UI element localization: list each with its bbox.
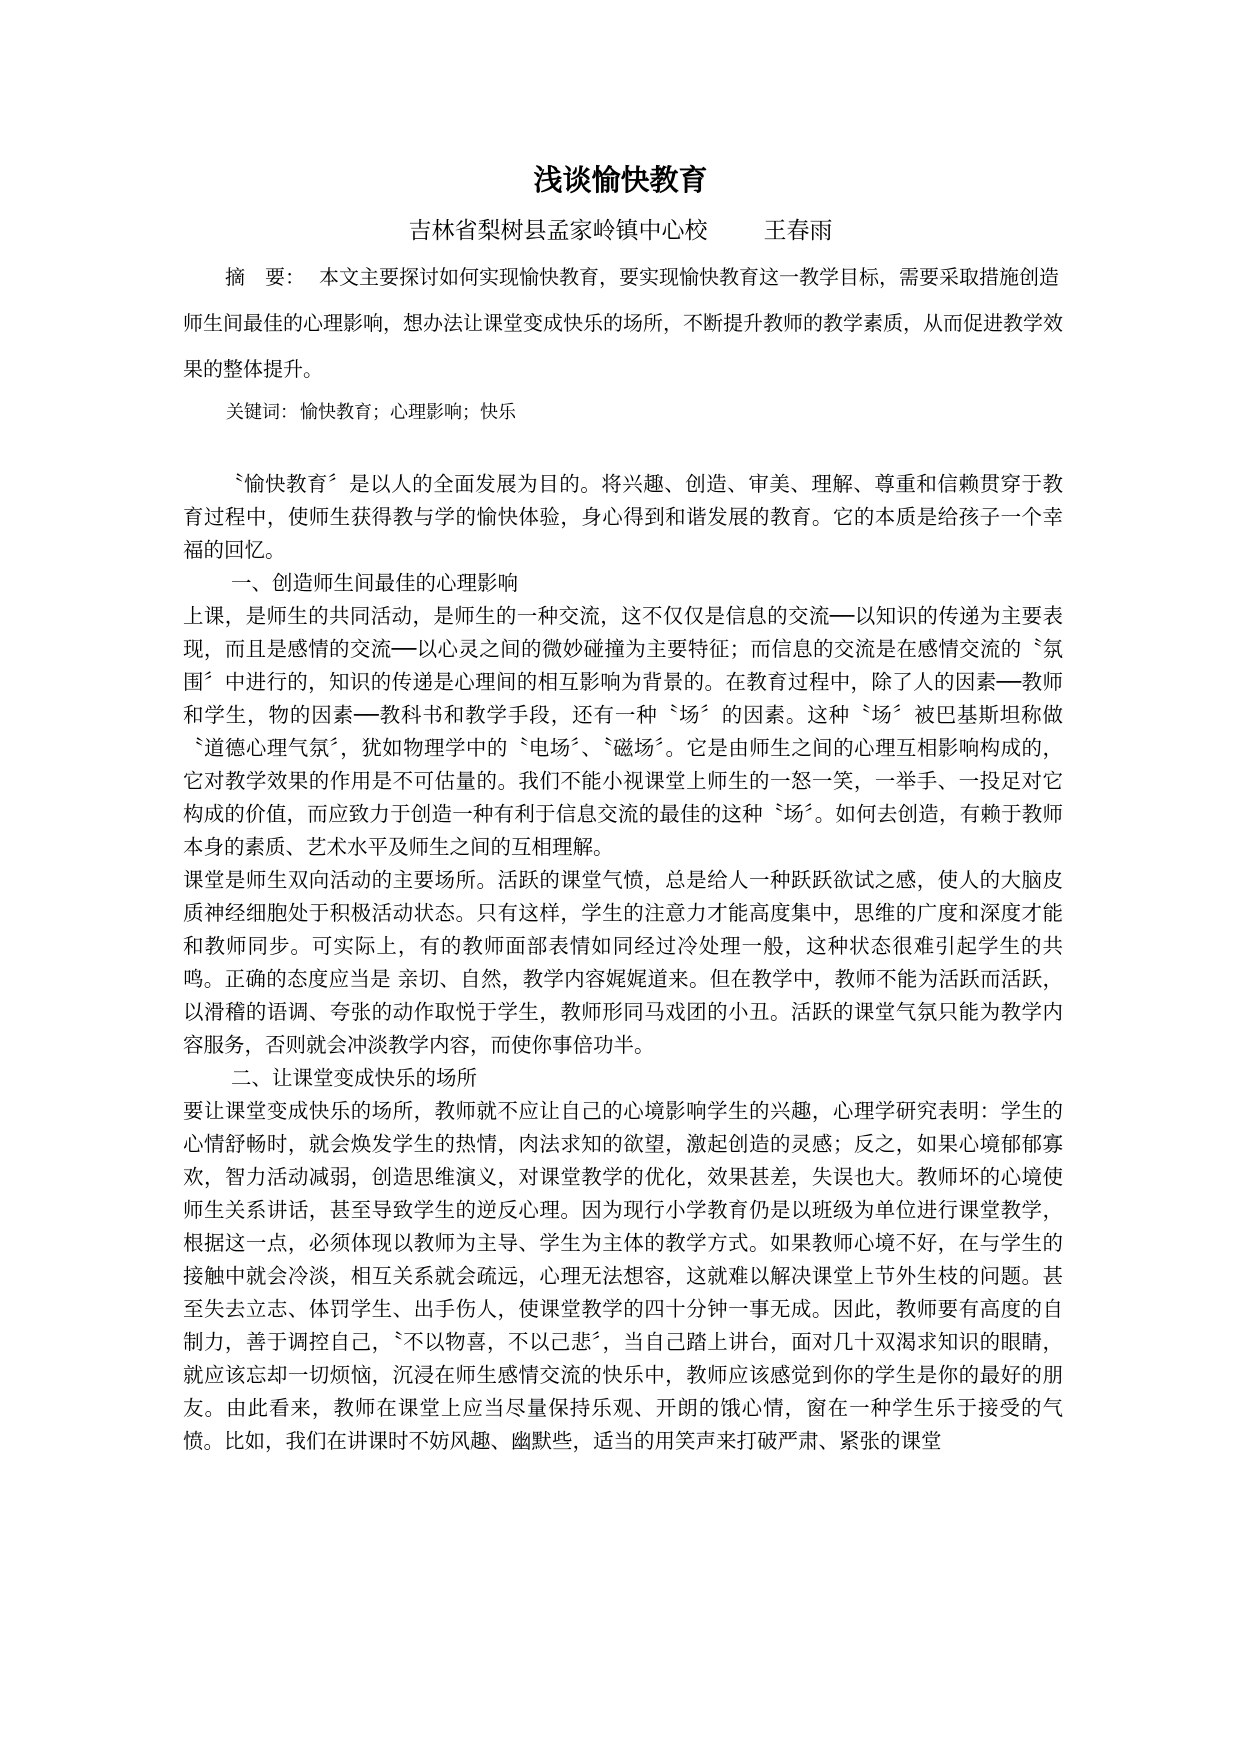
body-paragraph: 要让课堂变成快乐的场所，教师就不应让自己的心境影响学生的兴趣，心理学研究表明：学生的心情舒畅时，就会焕发学生的热情，肉法求知的欲望，激起创造的灵感；反之，如果心境郁郁寡欢，智力活动减弱，创造思维演义，对课堂教学的优化，效果甚差，失误也大。教师坏的心境使师生关系讲话，甚至导致学生的逆反心理。因为现行小学教育仍是以班级为单位进行课堂教学，根据这一点，必须体现以教师为主导、学生为主体的教学方式。如果教师心境不好，在与学生的接触中就会冷淡，相互关系就会疏远，心理无法想容，这就难以解决课堂上节外生枝的问题。甚至失去立志、体罚学生、出手伤人，使课堂教学的四十分钟一事无成。因此，教师要有高度的自制力，善于调控自己，〝不以物喜，不以己悲〞，当自己踏上讲台，面对几十双渴求知识的眼睛，就应该忘却一切烦恼，沉浸在师生感情交流的快乐中，教师应该感觉到你的学生是你的最好的朋友。由此看来，教师在课堂上应当尽量保持乐观、开朗的饿心情，窗在一种学生乐于接受的气愤。比如，我们在讲课时不妨风趣、幽默些，适当的用笑声来打破严肃、紧张的课堂: [183, 1099, 1063, 1453]
document-title: 浅谈愉快教育: [533, 163, 708, 197]
section-heading-1: 一、创造师生间最佳的心理影响: [231, 571, 518, 595]
abstract-paragraph: [183, 254, 1063, 392]
article-body: [183, 468, 1063, 1458]
keywords: [226, 398, 516, 428]
body-paragraph: 上课，是师生的共同活动，是师生的一种交流，这不仅仅是信息的交流──以知识的传递为主要表现，而且是感情的交流──以心灵之间的微妙碰撞为主要特征；而信息的交流是在感情交流的〝氛围〞中进行的，知识的传递是心理间的相互影响为背景的。在教育过程中，除了人的因素──教师和学生，物的因素──教科书和教学手段，还有一种〝场〞的因素。这种〝场〞被巴基斯坦称做〝道德心理气氛〞，犹如物理学中的〝电场〞、〝磁场〞。它是由师生之间的心理互相影响构成的，它对教学效果的作用是不可估量的。我们不能小视课堂上师生的一怒一笑，一举手、一投足对它构成的价值，而应致力于创造一种有利于信息交流的最佳的这种〝场〞。如何去创造，有赖于教师本身的素质、艺术水平及师生之间的互相理解。: [183, 604, 1063, 859]
author-byline: [0, 213, 1241, 249]
keywords-label: 关键词：: [226, 402, 298, 423]
author-name: 王春雨: [763, 218, 833, 244]
abstract-text: 本文主要探讨如何实现愉快教育，要实现愉快教育这一教学目标，需要采取措施创造师生间最佳的心理影响，想办法让课堂变成快乐的场所，不断提升教师的教学素质，从而促进教学效果的整体提升。: [183, 265, 1063, 381]
abstract: [183, 254, 1063, 392]
abstract-label: 摘 要：: [225, 265, 305, 289]
section-heading-2: 二、让课堂变成快乐的场所: [231, 1066, 477, 1090]
author-school: 吉林省梨树县孟家岭镇中心校: [408, 218, 708, 244]
keywords-text: 愉快教育；心理影响；快乐: [300, 402, 516, 423]
intro-paragraph: 〝愉快教育〞是以人的全面发展为目的。将兴趣、创造、审美、理解、尊重和信赖贯穿于教育过程中，使师生获得教与学的愉快体验，身心得到和谐发展的教育。它的本质是给孩子一个幸福的回忆。: [183, 472, 1063, 562]
body-paragraph: 课堂是师生双向活动的主要场所。活跃的课堂气愤，总是给人一种跃跃欲试之感，使人的大脑皮质神经细胞处于积极活动状态。只有这样，学生的注意力才能高度集中，思维的广度和深度才能和教师同步。可实际上，有的教师面部表情如同经过冷处理一般，这种状态很难引起学生的共鸣。正确的态度应当是 亲切、自然，教学内容娓娓道来。但在教学中，教师不能为活跃而活跃，以滑稽的语调、夸张的动作取悦于学生，教师形同马戏团的小丑。活跃的课堂气氛只能为教学内容服务，否则就会冲淡教学内容，而使你事倍功半。: [183, 868, 1063, 1057]
